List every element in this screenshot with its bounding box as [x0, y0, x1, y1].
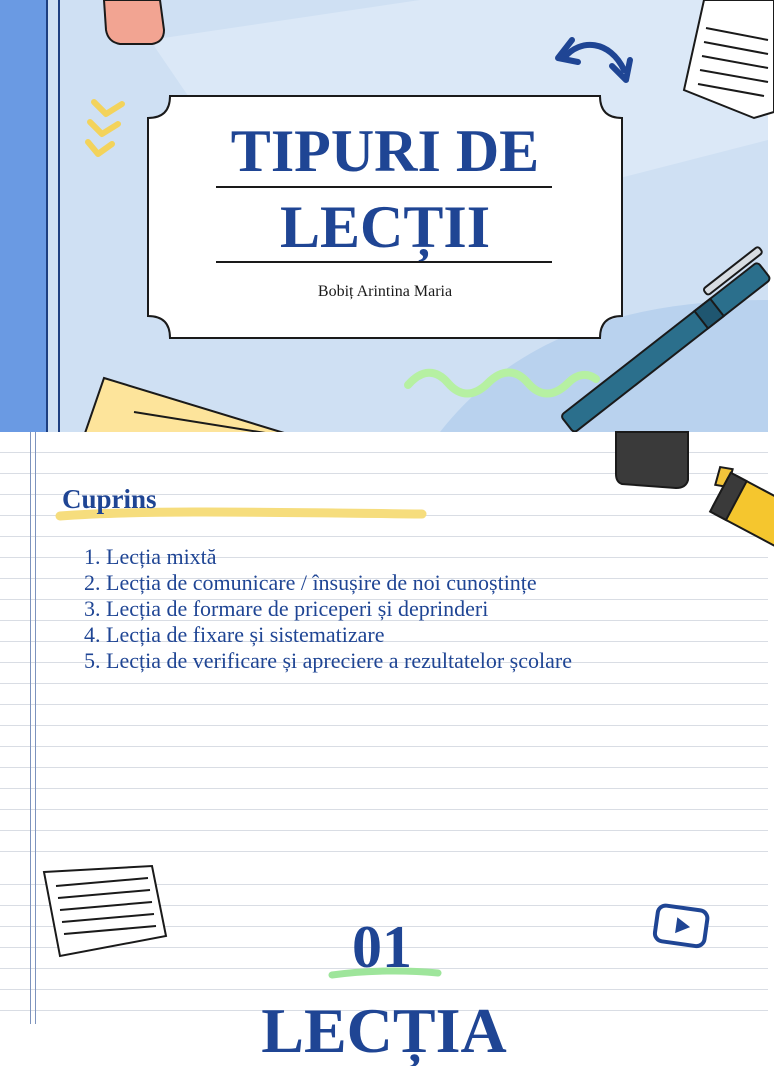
section-slide	[0, 864, 768, 1066]
paper-sheet-icon	[684, 0, 774, 120]
author-name: Bobiț Arintina Maria	[317, 283, 453, 300]
list-item: 1. Lecția mixtă	[106, 544, 766, 570]
paper-sheet-icon	[42, 864, 172, 964]
list-item: 2. Lecția de comunicare / însușire de noi cunoștințe	[106, 570, 766, 596]
title-line-1: TIPURI DE	[230, 118, 540, 184]
title-underline-1	[216, 186, 552, 188]
contents-slide	[0, 432, 768, 864]
sticky-note-icon	[84, 376, 304, 436]
section-title: LECȚIA	[261, 995, 507, 1066]
margin-line	[30, 432, 31, 864]
title-underline-2	[216, 261, 552, 263]
list-item: 3. Lecția de formare de priceperi și deprinderi	[106, 596, 766, 622]
list-item: 4. Lecția de fixare și sistematizare	[106, 622, 766, 648]
margin-line	[35, 864, 36, 1024]
play-icon	[652, 902, 712, 952]
margin-line	[35, 432, 36, 864]
left-stripe	[0, 0, 46, 432]
swap-arrows-icon	[550, 30, 640, 90]
chevrons-icon	[84, 96, 134, 166]
eraser-icon	[98, 0, 178, 50]
contents-heading: Cuprins	[62, 484, 157, 514]
margin-line	[30, 864, 31, 1024]
left-stripe-line	[46, 0, 48, 432]
left-stripe-line	[58, 0, 60, 432]
title-line-2: LECȚII	[279, 194, 491, 260]
list-item: 5. Lecția de verificare și apreciere a rezultatelor școlare	[106, 648, 766, 674]
title-slide	[0, 0, 768, 432]
section-number: 01	[352, 914, 412, 980]
contents-list	[60, 544, 766, 674]
